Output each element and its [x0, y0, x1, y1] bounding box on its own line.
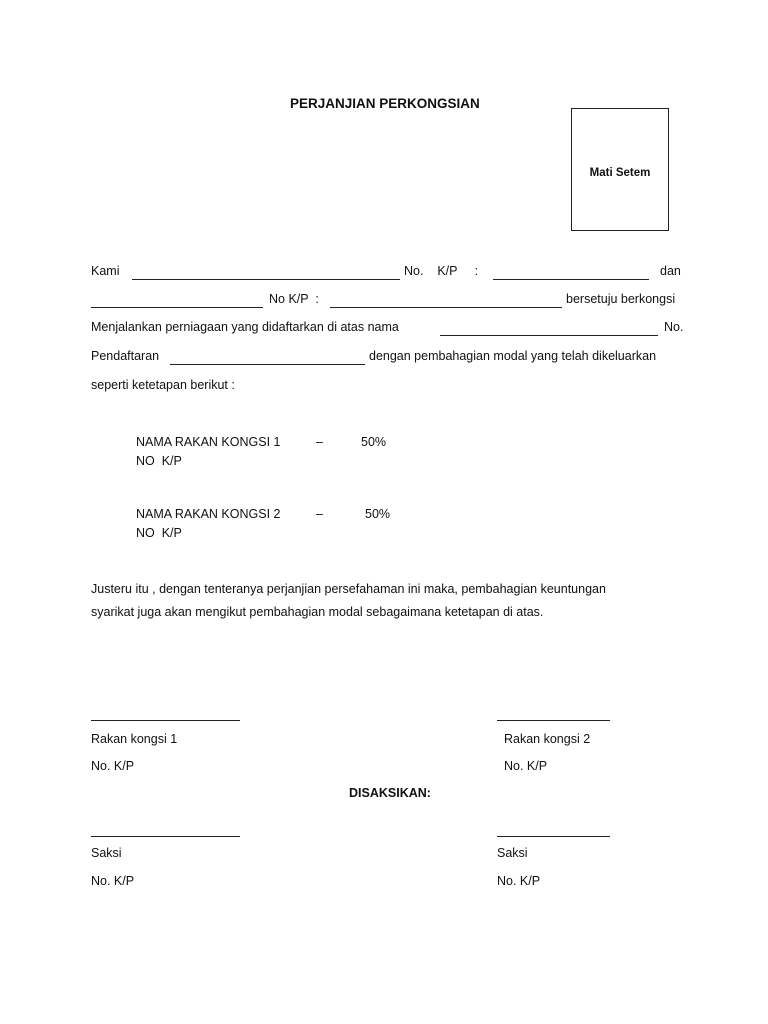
- bersetuju-text: bersetuju berkongsi: [566, 292, 676, 306]
- justeru-line-1: Justeru itu , dengan tenteranya perjanjian persefahaman ini maka, pembahagian keuntungan: [91, 582, 606, 596]
- witness1-signature-line: [91, 836, 240, 837]
- no-kp-label-2: No K/P :: [269, 292, 319, 306]
- partner2-kp-label: NO K/P: [136, 526, 182, 540]
- partner1-signature-kp: No. K/P: [91, 759, 135, 773]
- dengan-text: dengan pembahagian modal yang telah dikeluarkan: [369, 349, 657, 363]
- witnessed-heading: DISAKSIKAN:: [349, 786, 431, 800]
- witness2-kp: No. K/P: [497, 874, 541, 888]
- partner2-share: 50%: [365, 507, 391, 521]
- partner2-name-label: NAMA RAKAN KONGSI 2: [136, 507, 281, 521]
- partner1-signature-line: [91, 720, 240, 721]
- witness1-kp: No. K/P: [91, 874, 135, 888]
- partner1-kp-blank: [493, 279, 649, 280]
- kami-label: Kami: [91, 264, 120, 278]
- business-name-blank: [440, 335, 658, 336]
- justeru-line-2: syarikat juga akan mengikut pembahagian modal sebagaimana ketetapan di atas.: [91, 605, 544, 619]
- no-label: No.: [664, 320, 684, 334]
- document-title: PERJANJIAN PERKONGSIAN: [290, 96, 480, 111]
- partner2-dash: –: [316, 507, 323, 521]
- stamp-label: Mati Setem: [589, 167, 651, 179]
- dan-label: dan: [660, 264, 681, 278]
- no-kp-label-1: No. K/P :: [404, 264, 479, 278]
- partner1-signature-label: Rakan kongsi 1: [91, 732, 178, 746]
- witness2-label: Saksi: [497, 846, 528, 860]
- partner1-share: 50%: [361, 435, 387, 449]
- witness1-label: Saksi: [91, 846, 122, 860]
- pendaftaran-label: Pendaftaran: [91, 349, 160, 363]
- partner1-dash: –: [316, 435, 323, 449]
- partner1-name-blank: [132, 279, 400, 280]
- witness2-signature-line: [497, 836, 610, 837]
- menjalankan-text: Menjalankan perniagaan yang didaftarkan di atas nama: [91, 320, 399, 334]
- stamp-box: [571, 108, 669, 231]
- partner2-kp-blank: [330, 307, 562, 308]
- partner2-signature-line: [497, 720, 610, 721]
- partner1-name-label: NAMA RAKAN KONGSI 1: [136, 435, 281, 449]
- partner2-signature-kp: No. K/P: [504, 759, 548, 773]
- registration-no-blank: [170, 364, 365, 365]
- partner2-name-blank: [91, 307, 263, 308]
- partner2-signature-label: Rakan kongsi 2: [504, 732, 591, 746]
- partner1-kp-label: NO K/P: [136, 454, 182, 468]
- seperti-text: seperti ketetapan berikut :: [91, 378, 235, 392]
